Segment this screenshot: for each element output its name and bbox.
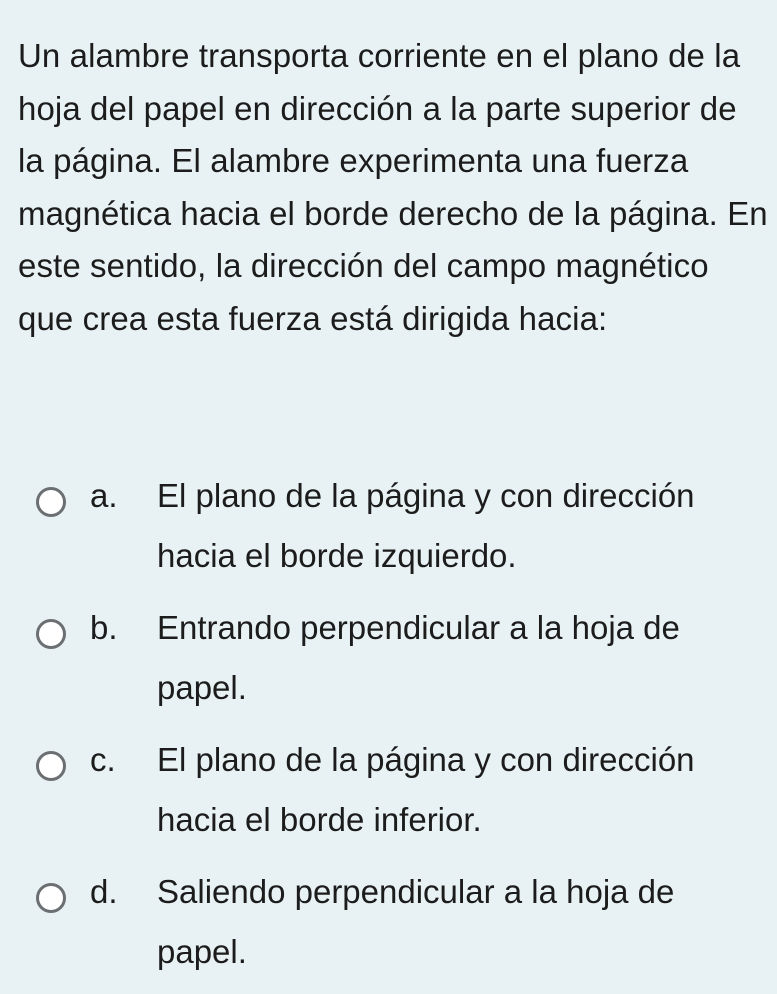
option-text: El plano de la página y con dirección hacia el borde inferior. xyxy=(157,741,695,838)
answer-options xyxy=(0,466,777,994)
option-d[interactable] xyxy=(0,862,777,994)
option-b[interactable] xyxy=(0,598,777,730)
option-letter: d. xyxy=(90,873,118,910)
option-c[interactable] xyxy=(0,730,777,862)
option-a[interactable] xyxy=(0,466,777,598)
option-text: Saliendo perpendicular a la hoja de papel. xyxy=(157,873,675,970)
option-text: Entrando perpendicular a la hoja de papel. xyxy=(157,609,680,706)
radio-button-b[interactable] xyxy=(36,619,66,649)
radio-button-d[interactable] xyxy=(36,883,66,913)
radio-button-c[interactable] xyxy=(36,751,66,781)
radio-button-a[interactable] xyxy=(36,487,66,517)
option-letter: c. xyxy=(90,741,116,778)
option-text: El plano de la página y con dirección hacia el borde izquierdo. xyxy=(157,477,695,574)
option-letter: a. xyxy=(90,477,118,514)
option-letter: b. xyxy=(90,609,118,646)
question-text: Un alambre transporta corriente en el plano de la hoja del papel en dirección a la parte superior de la página. El alambre experimenta una fuerza magnética hacia el borde derecho de la página. En este sentido, la dirección del campo magnético que crea esta fuerza está dirigida hacia: xyxy=(18,37,768,337)
